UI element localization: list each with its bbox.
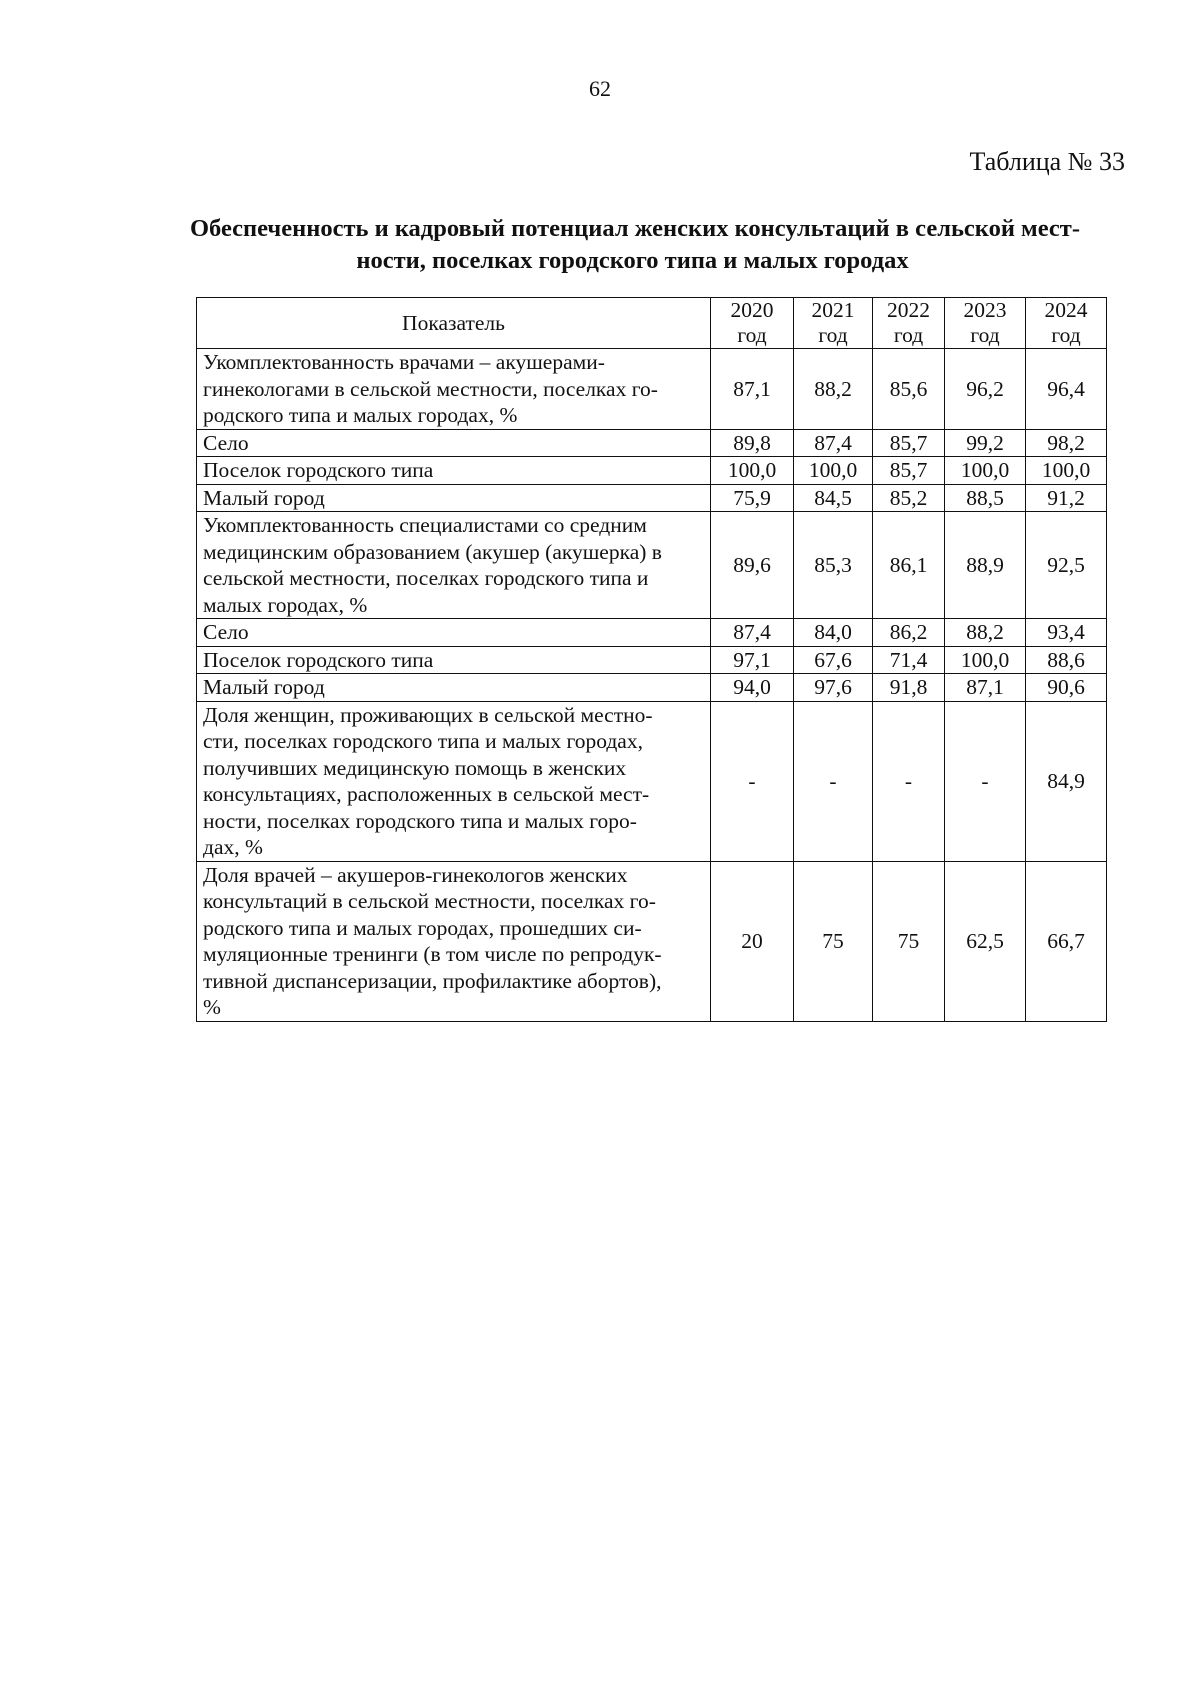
cell-value: 86,2 [873, 619, 945, 647]
cell-value: 20 [711, 861, 794, 1021]
cell-value: 100,0 [945, 646, 1026, 674]
cell-value: 100,0 [711, 457, 794, 485]
cell-value: 100,0 [1026, 457, 1107, 485]
indicator-line: тивной диспансеризации, профилактике абортов), [203, 968, 662, 993]
table-number: Таблица № 33 [969, 147, 1125, 176]
cell-value: 84,0 [794, 619, 873, 647]
cell-value: 85,7 [873, 457, 945, 485]
cell-value: 86,1 [873, 512, 945, 619]
header-year [873, 298, 945, 349]
cell-value: - [945, 701, 1026, 861]
cell-value: 88,6 [1026, 646, 1107, 674]
cell-value: 85,6 [873, 349, 945, 430]
header-year [711, 298, 794, 349]
table-row [197, 619, 1107, 647]
table-header-row [197, 298, 1107, 349]
indicator-line: получивших медицинскую помощь в женских [203, 755, 627, 780]
header-year-value: 2024 [1044, 298, 1088, 322]
cell-value: 91,2 [1026, 484, 1107, 512]
cell-value: - [873, 701, 945, 861]
indicator-line: Укомплектованность специалистами со средним [203, 513, 647, 537]
header-year-value: 2022 [887, 298, 930, 322]
indicator-line: муляционные тренинги (в том числе по репродук- [203, 942, 662, 966]
cell-value: 89,8 [711, 429, 794, 457]
table-title [190, 213, 1080, 277]
table-row [197, 646, 1107, 674]
cell-value: 100,0 [945, 457, 1026, 485]
cell-value: 88,2 [794, 349, 873, 430]
cell-value: 98,2 [1026, 429, 1107, 457]
cell-value: 75 [794, 861, 873, 1021]
table-row [197, 484, 1107, 512]
cell-value: 67,6 [794, 646, 873, 674]
cell-value: 93,4 [1026, 619, 1107, 647]
cell-value: 75,9 [711, 484, 794, 512]
title-line: Обеспеченность и кадровый потенциал женских консультаций в сельской мест- [190, 215, 1080, 242]
table-row [197, 674, 1107, 702]
cell-value: 66,7 [1026, 861, 1107, 1021]
table-row [197, 457, 1107, 485]
cell-value: 87,1 [711, 349, 794, 430]
indicator-line: Малый город [203, 485, 325, 510]
indicator-line: родского типа и малых городах, % [203, 403, 518, 427]
cell-value: 94,0 [711, 674, 794, 702]
cell-value: 87,4 [794, 429, 873, 457]
indicator-line: Поселок городского типа [203, 458, 434, 482]
row-indicator [197, 457, 711, 485]
indicator-line: Укомплектованность врачами – акушерами- [203, 350, 605, 374]
cell-value: 84,5 [794, 484, 873, 512]
cell-value: 97,1 [711, 646, 794, 674]
indicator-line: гинекологами в сельской местности, поселках го- [203, 376, 658, 401]
cell-value: 87,1 [945, 674, 1026, 702]
cell-value: 99,2 [945, 429, 1026, 457]
cell-value: 84,9 [1026, 701, 1107, 861]
cell-value: 91,8 [873, 674, 945, 702]
header-year-value: 2023 [963, 298, 1007, 322]
cell-value: 88,2 [945, 619, 1026, 647]
cell-value: 97,6 [794, 674, 873, 702]
row-indicator [197, 349, 711, 430]
header-year-suffix: год [737, 323, 767, 347]
table-row [197, 429, 1107, 457]
header-year-value: 2021 [811, 298, 855, 322]
table-row [197, 701, 1107, 861]
header-year [1026, 298, 1107, 349]
data-table [196, 297, 1107, 1022]
cell-value: 62,5 [945, 861, 1026, 1021]
indicator-line: малых городах, % [203, 592, 368, 617]
cell-value: 92,5 [1026, 512, 1107, 619]
cell-value: 96,4 [1026, 349, 1107, 430]
header-year-suffix: год [1051, 323, 1081, 347]
header-year-suffix: год [970, 323, 1000, 347]
cell-value: 90,6 [1026, 674, 1107, 702]
indicator-line: родского типа и малых городах, прошедших си- [203, 915, 642, 940]
header-year-value: 2020 [730, 298, 774, 322]
row-indicator [197, 512, 711, 619]
cell-value: 88,9 [945, 512, 1026, 619]
indicator-line: % [203, 995, 221, 1019]
header-year-suffix: год [893, 323, 924, 347]
row-indicator [197, 861, 711, 1021]
indicator-line: консультаций в сельской местности, поселках го- [203, 889, 656, 913]
cell-value: 85,2 [873, 484, 945, 512]
row-indicator [197, 484, 711, 512]
row-indicator [197, 429, 711, 457]
indicator-line: Доля женщин, проживающих в сельской местно- [203, 702, 653, 727]
cell-value: - [794, 701, 873, 861]
indicator-line: Малый город [203, 675, 325, 699]
table-row [197, 861, 1107, 1021]
indicator-line: консультациях, расположенных в сельской мест- [203, 782, 650, 806]
header-year [794, 298, 873, 349]
indicator-line: сельской местности, поселках городского типа и [203, 566, 649, 590]
table-row [197, 512, 1107, 619]
indicator-line: Доля врачей – акушеров-гинекологов женских [203, 862, 628, 887]
indicator-line: сти, поселках городского типа и малых городах, [203, 729, 643, 753]
table-row [197, 349, 1107, 430]
header-indicator: Показатель [197, 298, 711, 349]
page-number: 62 [589, 76, 611, 101]
cell-value: 87,4 [711, 619, 794, 647]
row-indicator [197, 701, 711, 861]
indicator-line: медицинским образованием (акушер (акушерка) в [203, 539, 662, 564]
indicator-line: ности, поселках городского типа и малых горо- [203, 808, 637, 833]
cell-value: 71,4 [873, 646, 945, 674]
indicator-line: Село [203, 620, 249, 644]
row-indicator [197, 619, 711, 647]
row-indicator [197, 646, 711, 674]
header-year [945, 298, 1026, 349]
header-year-suffix: год [818, 323, 848, 347]
cell-value: 85,3 [794, 512, 873, 619]
indicator-line: Поселок городского типа [203, 647, 434, 672]
indicator-line: Село [203, 430, 249, 455]
indicator-line: дах, % [203, 835, 263, 859]
cell-value: 85,7 [873, 429, 945, 457]
title-line: ности, поселках городского типа и малых городах [356, 247, 909, 274]
cell-value: 88,5 [945, 484, 1026, 512]
cell-value: 75 [873, 861, 945, 1021]
cell-value: 96,2 [945, 349, 1026, 430]
row-indicator [197, 674, 711, 702]
cell-value: 100,0 [794, 457, 873, 485]
cell-value: - [711, 701, 794, 861]
cell-value: 89,6 [711, 512, 794, 619]
